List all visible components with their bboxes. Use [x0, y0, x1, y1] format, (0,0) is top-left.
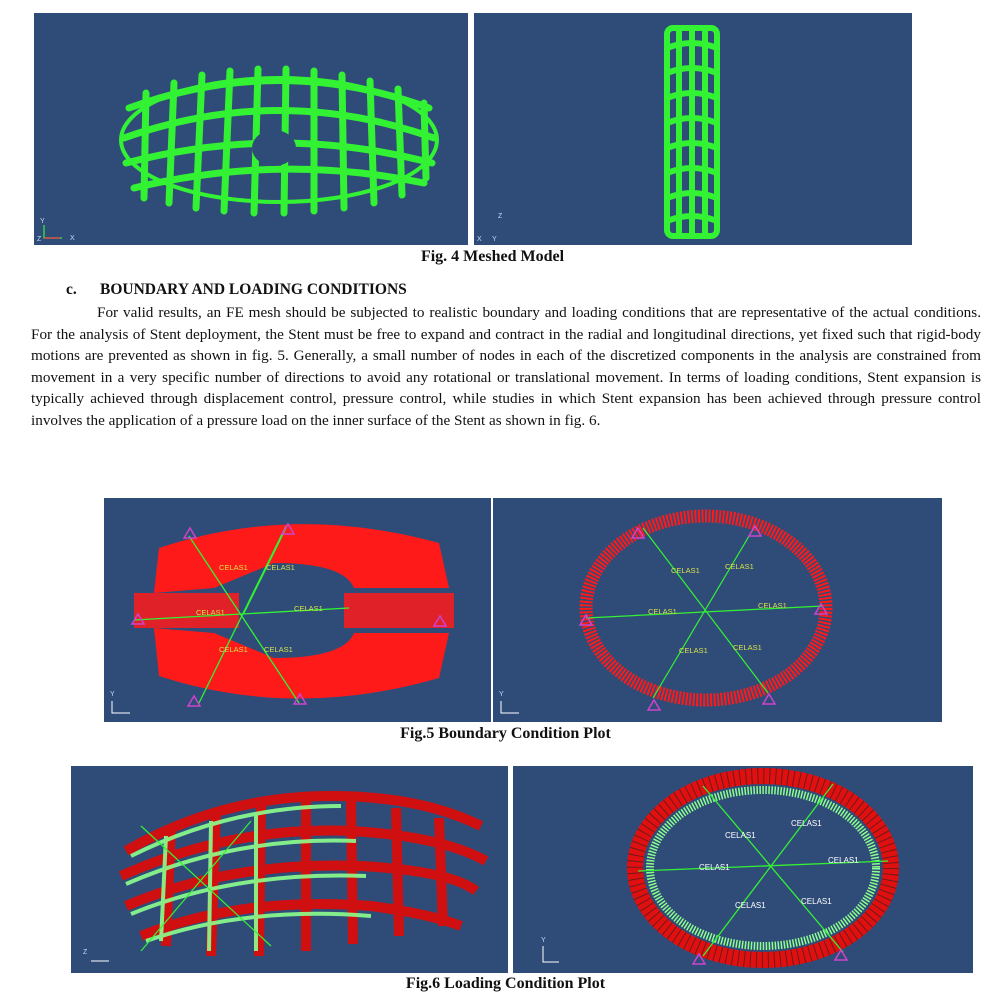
fig5-right-viewport: [493, 498, 942, 722]
svg-text:Y: Y: [499, 691, 504, 698]
section-title: BOUNDARY AND LOADING CONDITIONS: [100, 281, 407, 298]
fig4-right-viewport: [474, 13, 912, 245]
fig5-right-celas-label-6: CELAS1: [733, 643, 762, 652]
fig4-right-axis-x: X: [477, 236, 482, 243]
fig5-right-boundary-plot: [493, 498, 942, 722]
fig5-left-boundary-plot: [104, 498, 491, 722]
svg-text:Y: Y: [541, 937, 546, 944]
fig6-right-celas-label-2: CELAS1: [791, 819, 822, 828]
fig5-right-celas-label-3: CELAS1: [648, 607, 677, 616]
section-heading: [66, 281, 407, 299]
fig5-left-celas-label-5: CELAS1: [219, 645, 248, 654]
fig5-right-celas-label-2: CELAS1: [725, 562, 754, 571]
fig5-caption: Fig.5 Boundary Condition Plot: [400, 725, 611, 742]
fig6-left-viewport: [71, 766, 508, 973]
fig5-left-celas-label-4: CELAS1: [294, 604, 323, 613]
fig6-right-celas-label-4: CELAS1: [828, 856, 859, 865]
svg-text:Z: Z: [83, 949, 88, 956]
fig6-right-celas-label-5: CELAS1: [735, 901, 766, 910]
svg-text:Y: Y: [110, 691, 115, 698]
fig6-right-celas-label-6: CELAS1: [801, 897, 832, 906]
fig6-right-loading-plot: [513, 766, 973, 973]
fig5-right-celas-label-4: CELAS1: [758, 601, 787, 610]
fig4-right-stent-mesh: [474, 13, 912, 245]
fig4-left-viewport: [34, 13, 468, 245]
fig4-caption: Fig. 4 Meshed Model: [420, 248, 565, 265]
fig6-caption: Fig.6 Loading Condition Plot: [405, 975, 606, 992]
fig5-right-celas-label-5: CELAS1: [679, 646, 708, 655]
fig6-right-viewport: [513, 766, 973, 973]
fig4-left-axis-z: Z: [37, 236, 42, 243]
fig4-right-axis-y: Y: [492, 236, 497, 243]
fig5-left-viewport: [104, 498, 491, 722]
fig5-left-celas-label-1: CELAS1: [219, 563, 248, 572]
fig6-right-celas-label-3: CELAS1: [699, 863, 730, 872]
fig4-left-stent-mesh: [34, 13, 468, 245]
fig6-right-celas-label-1: CELAS1: [725, 831, 756, 840]
fig6-left-loading-plot: [71, 766, 508, 973]
section-number: c.: [66, 281, 77, 298]
fig5-left-celas-label-3: CELAS1: [196, 608, 225, 617]
fig4-right-axis-z: Z: [498, 213, 503, 220]
fig4-left-axis-y: Y: [40, 218, 45, 225]
fig5-right-celas-label-1: CELAS1: [671, 566, 700, 575]
fig4-left-axis-x: X: [70, 235, 75, 242]
fig5-left-celas-label-2: CELAS1: [266, 563, 295, 572]
section-body: For valid results, an FE mesh should be subjected to realistic boundary and loading conditions that are representative of the actual conditions. For the analysis of Stent deployment, the Stent must be free to expand and contract in the radial and longitudinal directions, yet fixed such that rigid-body motions are prevented as shown in fig. 5. Generally, a small number of nodes in each of the discretized components in the analysis are constrained from movement in a very specific number of directions to avoid any rotational or translational movement. In terms of loading conditions, Stent expansion is typically achieved through displacement control, pressure control, while studies in which Stent expansion has been achieved through pressure control involves the application of a pressure load on the inner surface of the Stent as shown in fig. 6.: [31, 304, 981, 429]
fig5-left-celas-label-6: CELAS1: [264, 645, 293, 654]
